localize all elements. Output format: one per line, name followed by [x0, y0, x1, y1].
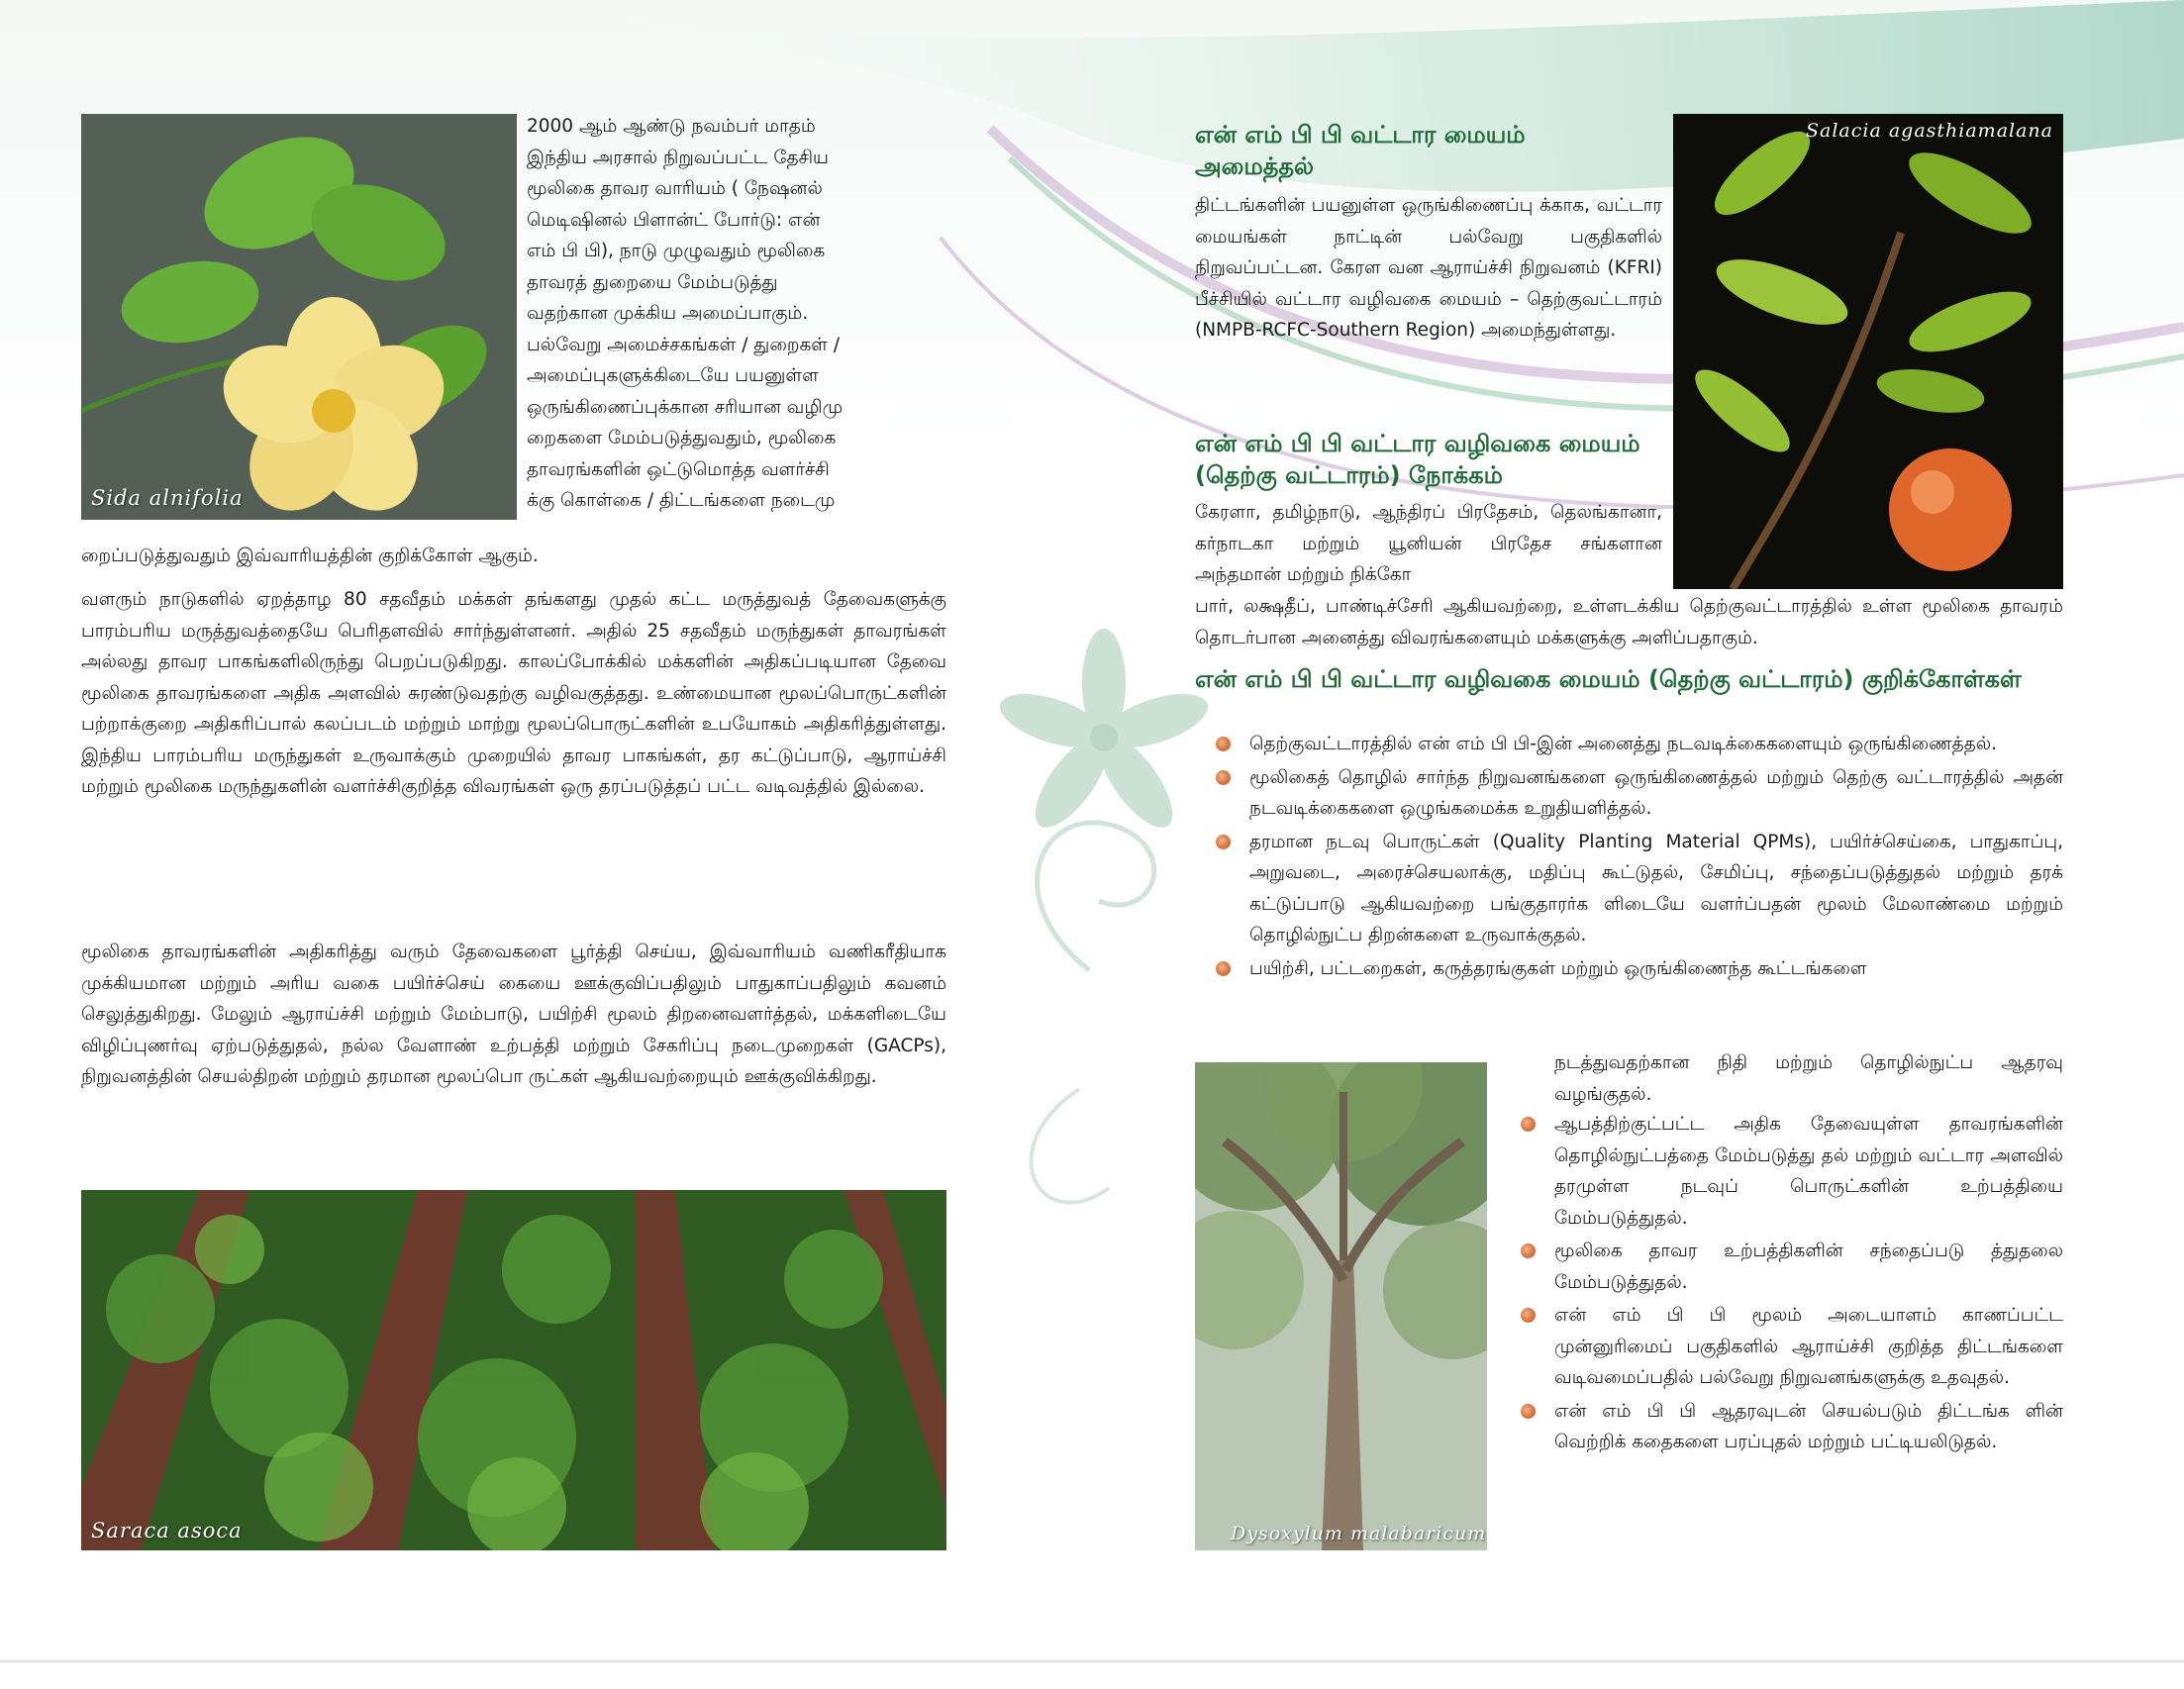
goal-item [1249, 729, 2063, 760]
heading-centre-objective: என் எம் பி பி வட்டார வழிவகை மையம் (தெற்கு வட்டாரம்) நோக்கம் [1195, 430, 1640, 489]
intro-line: க்கு கொள்கை / திட்டங்களை நடைமு [527, 490, 836, 511]
goal-item [1554, 1300, 2063, 1394]
goal-text: என் எம் பி பி ஆதரவுடன் செயல்படும் திட்டங்க ளின் வெற்றிக் கதைகளை பரப்புதல் மற்றும் பட்டியலிடுதல். [1554, 1400, 2063, 1452]
intro-line: தாவரத் துறையை மேம்படுத்து [527, 271, 778, 293]
goal-item-continuation: நடத்துவதற்கான நிதி மற்றும் தொழில்நுட்ப ஆதரவு வழங்குதல். [1554, 1052, 2063, 1105]
goal-text: தரமான நடவு பொருட்கள் (Quality Planting Material QPMs), பயிர்ச்செய்கை, பாதுகாப்பு, அறுவடை, அரைச்செயலாக்கு, மதிப்பு கூட்டுதல், சேமிப்பு, சந்தைப்படுத்துதல் மற்றும் தரக் கட்டுப்பாடு ஆகியவற்றை பங்குதாரர்க ளிடையே வளர்ப்பதன் மூலம் மேலாண்மை மற்றும் தொழில்நுட்ப திறன்களை உருவாக்குதல். [1249, 831, 2063, 945]
salacia-agasthiamalana-photo [1673, 114, 2063, 589]
intro-last-line: றைப்படுத்துவதும் இவ்வாரியத்தின் குறிக்கோள் ஆகும். [81, 546, 539, 566]
paragraph-objective-wide: பார், லக்ஷதீப், பாண்டிச்சேரி ஆகியவற்றை, உள்ளடக்கிய தெற்குவட்டாரத்தில் உள்ள மூலிகை தாவரம் தொடர்பான அனைத்து விவரங்களையும் மக்களுக்கு அளிப்பதாகும். [1195, 596, 2063, 648]
sida-alnifolia-photo [81, 114, 517, 520]
goal-text: தெற்குவட்டாரத்தில் என் எம் பி பி-இன் அனைத்து நடவடிக்கைகளையும் ஒருங்கிணைத்தல். [1249, 734, 1998, 754]
paragraph-traditional-medicine: வளரும் நாடுகளில் ஏறத்தாழ 80 சதவீதம் மக்கள் தங்களது முதல் கட்ட மருத்துவத் தேவைகளுக்கு பாரம்பரிய மருத்துவத்தையே பெரிதளவில் சார்ந்துள்ளனர். அதில் 25 சதவீதம் மருந்துகள் தாவரங்கள் அல்லது தாவர பாகங்களிலிருந்து பெறப்படுகிறது. காலப்போக்கில் மக்களின் அதிகப்படியான தேவை மூலிகை தாவரங்களை அதிக அளவில் சுரண்டுவதற்கு வழிவகுத்தது. உண்மையான மூலப்பொருட்களின் பற்றாக்குறை அதிகரிப்பால் கலப்படம் மற்றும் மாற்று மூலப்பொருட்களின் உபயோகம் அதிகரித்துள்ளது. இந்திய பாரம்பரிய மருந்துகள் உருவாக்கும் முறையில் தாவர பாகங்கள், தர கட்டுப்பாடு, ஆராய்ச்சி மற்றும் மூலிகை மருந்துகளின் வளர்ச்சிகுறித்த விவரங்கள் ஒரு தரப்படுத்தப் பட்ட வடிவத்தில் இல்லை. [81, 589, 946, 797]
fruit-branch-illustration [1673, 114, 2063, 589]
flower-bullet-icon [1521, 1243, 1536, 1258]
intro-line: அமைப்புகளுக்கிடையே பயனுள்ள [527, 365, 819, 386]
goal-text: பயிற்சி, பட்டறைகள், கருத்தரங்குகள் மற்றும் ஒருங்கிணைந்த கூட்டங்களை [1249, 957, 1867, 979]
goal-item [1249, 762, 2063, 825]
intro-line: தாவரங்களின் ஒட்டுமொத்த வளர்ச்சி [527, 458, 830, 480]
goal-item [1249, 953, 2063, 985]
intro-line: எம் பி பி), நாடு முழுவதும் மூலிகை [527, 241, 826, 261]
goal-item [1249, 827, 2063, 951]
goal-text: என் எம் பி பி மூலம் அடையாளம் காணப்பட்ட முன்னுரிமைப் பகுதிகளில் ஆராய்ச்சி குறித்த திட்டங்களை வடிவமைப்பதில் பல்வேறு நிறுவனங்களுக்கு உதவுதல். [1554, 1305, 2063, 1388]
flower-illustration [81, 114, 517, 520]
flower-bullet-icon [1521, 1308, 1536, 1323]
intro-line: மெடிஷினல் பிளான்ட் போர்டு: என் [527, 209, 821, 231]
intro-line: றைகளை மேம்படுத்துவதும், மூலிகை [527, 428, 837, 448]
goal-text: ஆபத்திற்குட்பட்ட அதிக தேவையுள்ள தாவரங்களின் தொழில்நுட்பத்தை மேம்படுத்து தல் மற்றும் வட்டார அளவில் தரமுள்ள நடவுப் பொருட்களின் உற்பத்தியை மேம்படுத்துதல். [1554, 1114, 2063, 1229]
intro-line: பல்வேறு அமைச்சகங்கள் / துறைகள் / [527, 334, 841, 355]
sida-alnifolia-caption: Sida alnifolia [91, 486, 244, 510]
intro-line: இந்திய அரசால் நிறுவப்பட்ட தேசிய [527, 147, 829, 168]
flower-bullet-icon [1216, 770, 1231, 785]
tall-tree-illustration [1195, 1062, 1487, 1550]
paragraph-regional-centre: திட்டங்களின் பயனுள்ள ஒருங்கிணைப்பு க்காக, வட்டார மையங்கள் நாட்டின் பல்வேறு பகுதிகளில் நிறுவப்பட்டன. கேரள வன ஆராய்ச்சி நிறுவனம் (KFRI) பீச்சியில் வட்டார வழிவகை மையம் – தெற்குவட்டாரம் (NMPB-RCFC-Southern Region) அமைந்துள்ளது. [1195, 195, 1662, 341]
flower-bullet-icon [1216, 835, 1231, 849]
flower-bullet-icon [1521, 1117, 1536, 1132]
goal-item [1554, 1236, 2063, 1298]
goal-text: மூலிகைத் தொழில் சார்ந்த நிறுவனங்களை ஒருங்கிணைத்தல் மற்றும் தெற்கு வட்டாரத்தில் அதன் நடவடிக்கைகளை ஒழுங்கமைக்க உறுதியளித்தல். [1249, 766, 2063, 819]
goals-list-wide [1249, 729, 2063, 986]
intro-line: மூலிகை தாவர வாரியம் ( நேஷனல் [527, 178, 823, 199]
flower-bullet-icon [1216, 737, 1231, 751]
goal-item [1554, 1109, 2063, 1234]
goal-text: மூலிகை தாவர உற்பத்திகளின் சந்தைப்படு த்துதலை மேம்படுத்துதல். [1554, 1241, 2063, 1293]
heading-regional-centre: என் எம் பி பி வட்டார மையம் அமைத்தல் [1195, 121, 1526, 180]
heading-centre-goals: என் எம் பி பி வட்டார வழிவகை மையம் (தெற்கு வட்டாரம்) குறிக்கோள்கள் [1195, 665, 2022, 693]
intro-line: வதற்கான முக்கிய அமைப்பாகும். [527, 303, 809, 324]
saraca-asoca-caption: Saraca asoca [91, 1519, 243, 1542]
flower-bullet-icon [1521, 1404, 1536, 1419]
goal-item [1554, 1396, 2063, 1458]
flower-bullet-icon [1216, 961, 1231, 976]
intro-line: 2000 ஆம் ஆண்டு நவம்பர் மாதம் [527, 116, 816, 137]
saraca-asoca-photo [81, 1190, 946, 1550]
paragraph-objective-narrow: கேரளா, தமிழ்நாடு, ஆந்திரப் பிரதேசம், தெலங்கானா, கர்நாடகா மற்றும் யூனியன் பிரதேச சங்களான அந்தமான் மற்றும் நிக்கோ [1195, 502, 1662, 585]
dysoxylum-malabaricum-photo [1195, 1062, 1487, 1550]
dysoxylum-caption: Dysoxylum malabaricum [1231, 1523, 1487, 1544]
intro-line: ஒருங்கிணைப்புக்கான சரியான வழிமு [527, 396, 844, 418]
salacia-caption: Salacia agasthiamalana [1806, 120, 2053, 142]
intro-lines-block [527, 111, 946, 517]
crop-rows-illustration [81, 1190, 946, 1550]
paragraph-board-focus: மூலிகை தாவரங்களின் அதிகரித்து வரும் தேவைகளை பூர்த்தி செய்ய, இவ்வாரியம் வணிகரீதியாக முக்கியமான மற்றும் அரிய வகை பயிர்ச்செய் கையை ஊக்குவிப்பதிலும் பாதுகாப்பதிலும் கவனம் செலுத்துகிறது. மேலும் ஆராய்ச்சி மற்றும் மேம்பாடு, பயிற்சி மூலம் திறனைவளர்த்தல், மக்களிடையே விழிப்புணர்வு ஏற்படுத்துதல், நல்ல வேளாண் உற்பத்தி மற்றும் சேகரிப்பு நடைமுறைகள் (GACPs), நிறுவனத்தின் செயல்திறன் மற்றும் தரமான மூலப்பொ ருட்கள் ஆகியவற்றையும் ஊக்குவிக்கிறது. [81, 942, 946, 1087]
goals-list-narrow [1554, 1109, 2063, 1460]
